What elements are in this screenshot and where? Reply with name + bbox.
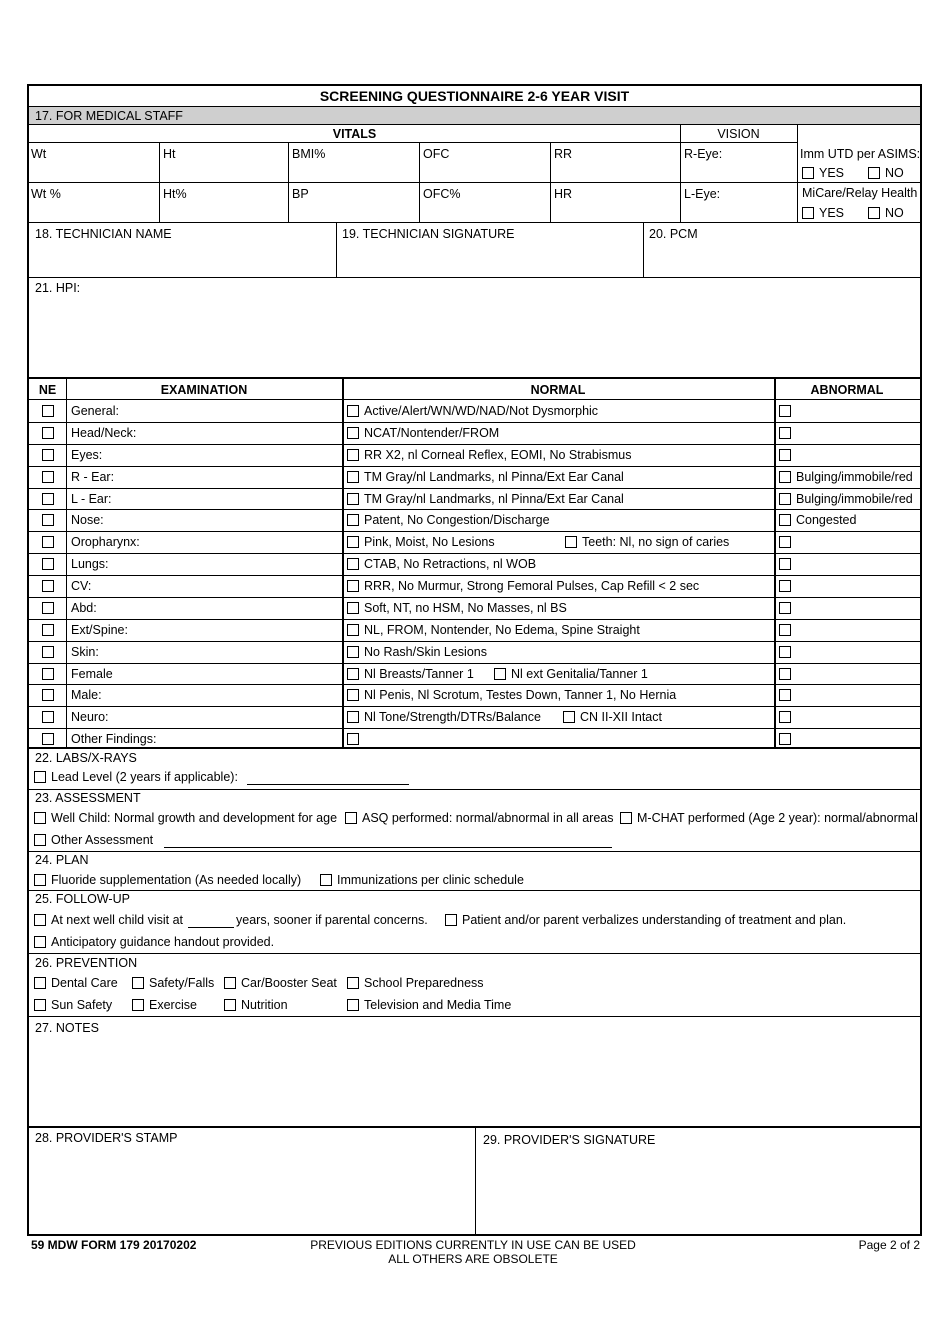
- divider: [475, 1126, 476, 1234]
- normal-finding-label: Active/Alert/WN/WD/NAD/Not Dysmorphic: [364, 404, 599, 418]
- assessment-label: 23. ASSESSMENT: [35, 791, 141, 805]
- handout-checkbox[interactable]: [34, 936, 46, 948]
- normal-secondary-label: Nl ext Genitalia/Tanner 1: [511, 666, 648, 681]
- ne-checkbox[interactable]: [42, 493, 54, 505]
- next-visit-years-field[interactable]: [188, 927, 234, 928]
- next-visit-label-b: years, sooner if parental concerns.: [236, 913, 428, 927]
- abnormal-checkbox[interactable]: [779, 449, 791, 461]
- lead-level-label: Lead Level (2 years if applicable):: [51, 770, 238, 784]
- row-divider: [29, 684, 920, 685]
- normal-finding-label: Nl Breasts/Tanner 1: [364, 666, 474, 681]
- ne-checkbox[interactable]: [42, 580, 54, 592]
- exam-item-label: Skin:: [71, 644, 99, 659]
- normal-finding-label: Soft, NT, no HSM, No Masses, nl BS: [364, 600, 567, 615]
- divider: [29, 953, 920, 954]
- normal-finding-label: Patent, No Congestion/Discharge: [364, 513, 550, 528]
- ht-pct-field-label: Ht%: [163, 187, 187, 201]
- normal-finding-label: TM Gray/nl Landmarks, nl Pinna/Ext Ear Canal: [364, 469, 624, 484]
- technician-signature-label: 19. TECHNICIAN SIGNATURE: [342, 227, 515, 241]
- abnormal-checkbox[interactable]: [779, 602, 791, 614]
- immunizations-checkbox[interactable]: [320, 874, 332, 886]
- row-divider: [29, 553, 920, 554]
- plan-label: 24. PLAN: [35, 853, 89, 867]
- abnormal-finding-label: Congested: [796, 513, 857, 528]
- normal-checkbox[interactable]: [347, 668, 359, 680]
- exam-item-label: Neuro:: [71, 710, 109, 725]
- abnormal-checkbox[interactable]: [779, 471, 791, 483]
- abnormal-checkbox[interactable]: [779, 514, 791, 526]
- page-number: Page 2 of 2: [858, 1238, 920, 1252]
- hr-field-label: HR: [554, 187, 573, 201]
- normal-checkbox[interactable]: [347, 689, 359, 701]
- immunizations-label: Immunizations per clinic schedule: [337, 873, 524, 887]
- handout-label: Anticipatory guidance handout provided.: [51, 935, 275, 949]
- divider: [29, 890, 920, 891]
- divider: [29, 851, 920, 852]
- r-eye-field-label: R-Eye:: [684, 147, 723, 161]
- school-preparedness-label: School Preparedness: [364, 976, 484, 990]
- form-title: SCREENING QUESTIONNAIRE 2-6 YEAR VISIT: [319, 88, 630, 104]
- television-media-checkbox[interactable]: [347, 999, 359, 1011]
- exam-item-label: R - Ear:: [71, 469, 115, 484]
- ne-checkbox[interactable]: [42, 471, 54, 483]
- abnormal-checkbox[interactable]: [779, 493, 791, 505]
- micare-no-checkbox[interactable]: [868, 207, 880, 219]
- provider-stamp-label: 28. PROVIDER'S STAMP: [35, 1131, 178, 1145]
- labs-xrays-label: 22. LABS/X-RAYS: [35, 751, 137, 765]
- row-divider: [29, 597, 920, 598]
- section-17-label: 17. FOR MEDICAL STAFF: [35, 109, 183, 123]
- ne-checkbox[interactable]: [42, 646, 54, 658]
- ofc-field-label: OFC: [423, 147, 450, 161]
- prevention-label: 26. PREVENTION: [35, 956, 138, 970]
- well-child-label: Well Child: Normal growth and development for age: [51, 811, 338, 825]
- safety-falls-checkbox[interactable]: [132, 977, 144, 989]
- mchat-label: M-CHAT performed (Age 2 year): normal/abnormal: [637, 811, 918, 825]
- well-child-checkbox[interactable]: [34, 812, 46, 824]
- row-divider: [29, 466, 920, 467]
- normal-finding-label: RR X2, nl Corneal Reflex, EOMI, No Strabismus: [364, 447, 632, 462]
- imm-yes-checkbox[interactable]: [802, 167, 814, 179]
- exam-item-label: Head/Neck:: [71, 425, 137, 440]
- other-assessment-checkbox[interactable]: [34, 834, 46, 846]
- exam-item-label: Eyes:: [71, 447, 103, 462]
- provider-signature-label: 29. PROVIDER'S SIGNATURE: [483, 1133, 656, 1147]
- row-divider: [29, 422, 920, 423]
- divider: [774, 379, 776, 749]
- divider: [29, 399, 920, 400]
- imm-yes-label: YES: [819, 166, 845, 180]
- ne-checkbox[interactable]: [42, 405, 54, 417]
- asq-label: ASQ performed: normal/abnormal in all areas: [362, 811, 614, 825]
- normal-secondary-label: Teeth: Nl, no sign of caries: [582, 535, 730, 550]
- row-divider: [29, 728, 920, 729]
- normal-secondary-checkbox[interactable]: [565, 536, 577, 548]
- abnormal-checkbox[interactable]: [779, 711, 791, 723]
- wt-pct-field-label: Wt %: [31, 187, 61, 201]
- abnormal-finding-label: Bulging/immobile/red: [796, 491, 913, 506]
- verbalizes-checkbox[interactable]: [445, 914, 457, 926]
- normal-checkbox[interactable]: [347, 514, 359, 526]
- normal-checkbox[interactable]: [347, 624, 359, 636]
- divider: [29, 222, 920, 223]
- normal-finding-label: Pink, Moist, No Lesions: [364, 535, 495, 550]
- notes-label: 27. NOTES: [35, 1021, 99, 1035]
- vision-header: VISION: [717, 127, 760, 141]
- ne-checkbox[interactable]: [42, 733, 54, 745]
- row-divider: [29, 619, 920, 620]
- abnormal-checkbox[interactable]: [779, 558, 791, 570]
- ne-checkbox[interactable]: [42, 624, 54, 636]
- divider: [29, 1016, 920, 1017]
- normal-checkbox[interactable]: [347, 580, 359, 592]
- editions-note-line1: PREVIOUS EDITIONS CURRENTLY IN USE CAN BE USED: [310, 1238, 636, 1252]
- row-divider: [29, 575, 920, 576]
- bmi-field-label: BMI%: [292, 147, 326, 161]
- exam-item-label: Abd:: [71, 600, 97, 615]
- fluoride-label: Fluoride supplementation (As needed locally): [51, 873, 302, 887]
- row-divider: [29, 663, 920, 664]
- normal-finding-label: CTAB, No Retractions, nl WOB: [364, 557, 537, 572]
- micare-yes-checkbox[interactable]: [802, 207, 814, 219]
- row-divider: [29, 444, 920, 445]
- normal-checkbox[interactable]: [347, 405, 359, 417]
- micare-label: MiCare/Relay Health: [802, 186, 918, 200]
- imm-no-label: NO: [885, 166, 904, 180]
- nutrition-label: Nutrition: [241, 998, 288, 1012]
- exam-item-label: Nose:: [71, 513, 104, 528]
- exam-item-label: Female: [71, 666, 113, 681]
- divider: [29, 277, 920, 278]
- pcm-label: 20. PCM: [649, 227, 698, 241]
- ne-checkbox[interactable]: [42, 558, 54, 570]
- vitals-header: VITALS: [332, 127, 377, 141]
- divider: [797, 124, 798, 222]
- exam-item-label: Lungs:: [71, 557, 109, 572]
- normal-checkbox[interactable]: [347, 493, 359, 505]
- exam-item-label: Other Findings:: [71, 732, 157, 747]
- ne-checkbox[interactable]: [42, 514, 54, 526]
- divider: [29, 124, 920, 125]
- examination-header: EXAMINATION: [160, 383, 248, 397]
- safety-falls-label: Safety/Falls: [149, 976, 215, 990]
- normal-checkbox[interactable]: [347, 471, 359, 483]
- row-divider: [29, 488, 920, 489]
- normal-checkbox[interactable]: [347, 558, 359, 570]
- other-assessment-field[interactable]: [164, 847, 612, 848]
- normal-finding-label: No Rash/Skin Lesions: [364, 644, 487, 659]
- normal-finding-label: NL, FROM, Nontender, No Edema, Spine Straight: [364, 622, 640, 637]
- follow-up-label: 25. FOLLOW-UP: [35, 892, 130, 906]
- normal-secondary-label: CN II-XII Intact: [580, 710, 662, 725]
- ne-header: NE: [38, 383, 57, 397]
- dental-care-checkbox[interactable]: [34, 977, 46, 989]
- abnormal-checkbox[interactable]: [779, 668, 791, 680]
- ne-checkbox[interactable]: [42, 689, 54, 701]
- dental-care-label: Dental Care: [51, 976, 118, 990]
- row-divider: [29, 509, 920, 510]
- exercise-label: Exercise: [149, 998, 197, 1012]
- divider: [66, 379, 67, 749]
- abnormal-checkbox[interactable]: [779, 624, 791, 636]
- lead-level-checkbox[interactable]: [34, 771, 46, 783]
- exercise-checkbox[interactable]: [132, 999, 144, 1011]
- hpi-label: 21. HPI:: [35, 281, 81, 295]
- row-divider: [29, 531, 920, 532]
- exam-item-label: General:: [71, 404, 119, 418]
- fluoride-checkbox[interactable]: [34, 874, 46, 886]
- car-booster-label: Car/Booster Seat: [241, 976, 337, 990]
- school-preparedness-checkbox[interactable]: [347, 977, 359, 989]
- abnormal-checkbox[interactable]: [779, 427, 791, 439]
- abnormal-checkbox[interactable]: [779, 689, 791, 701]
- imm-utd-label: Imm UTD per ASIMS:: [800, 147, 921, 161]
- exam-item-label: CV:: [71, 579, 92, 593]
- normal-finding-label: NCAT/Nontender/FROM: [364, 425, 500, 440]
- imm-no-checkbox[interactable]: [868, 167, 880, 179]
- wt-field-label: Wt: [31, 147, 47, 161]
- ne-checkbox[interactable]: [42, 449, 54, 461]
- next-visit-label: At next well child visit at: [51, 913, 183, 927]
- row-divider: [29, 641, 920, 642]
- exam-item-label: Male:: [71, 688, 102, 703]
- normal-finding-label: Nl Tone/Strength/DTRs/Balance: [364, 710, 541, 725]
- divider: [29, 747, 920, 749]
- abnormal-finding-label: Bulging/immobile/red: [796, 469, 913, 484]
- normal-checkbox[interactable]: [347, 427, 359, 439]
- normal-finding-label: RRR, No Murmur, Strong Femoral Pulses, Cap Refill < 2 sec: [364, 579, 700, 593]
- ht-field-label: Ht: [163, 147, 176, 161]
- exam-item-label: L - Ear:: [71, 491, 112, 506]
- ne-checkbox[interactable]: [42, 427, 54, 439]
- abnormal-checkbox[interactable]: [779, 536, 791, 548]
- ne-checkbox[interactable]: [42, 536, 54, 548]
- normal-secondary-checkbox[interactable]: [494, 668, 506, 680]
- technician-name-label: 18. TECHNICIAN NAME: [35, 227, 172, 241]
- normal-finding-label: Nl Penis, Nl Scrotum, Testes Down, Tanner 1, No Hernia: [364, 688, 677, 703]
- divider: [29, 182, 920, 183]
- exam-table: [29, 379, 920, 749]
- mchat-checkbox[interactable]: [620, 812, 632, 824]
- divider: [643, 222, 644, 277]
- bp-field-label: BP: [292, 187, 309, 201]
- sun-safety-label: Sun Safety: [51, 998, 113, 1012]
- asq-checkbox[interactable]: [345, 812, 357, 824]
- micare-yes-label: YES: [819, 206, 845, 220]
- nutrition-checkbox[interactable]: [224, 999, 236, 1011]
- screening-form: [27, 84, 922, 1236]
- rr-field-label: RR: [554, 147, 573, 161]
- normal-checkbox[interactable]: [347, 449, 359, 461]
- l-eye-field-label: L-Eye:: [684, 187, 721, 201]
- editions-note-line2: ALL OTHERS ARE OBSOLETE: [388, 1252, 558, 1266]
- normal-checkbox[interactable]: [347, 536, 359, 548]
- form-id: 59 MDW FORM 179 20170202: [31, 1238, 197, 1252]
- television-media-label: Television and Media Time: [364, 998, 512, 1012]
- abnormal-checkbox[interactable]: [779, 733, 791, 745]
- normal-header: NORMAL: [530, 383, 586, 397]
- next-visit-checkbox[interactable]: [34, 914, 46, 926]
- normal-checkbox[interactable]: [347, 646, 359, 658]
- divider: [680, 124, 681, 222]
- normal-checkbox[interactable]: [347, 733, 359, 745]
- abnormal-checkbox[interactable]: [779, 405, 791, 417]
- other-assessment-label: Other Assessment: [51, 833, 154, 847]
- verbalizes-label: Patient and/or parent verbalizes understanding of treatment and plan.: [462, 913, 847, 927]
- exam-item-label: Ext/Spine:: [71, 622, 128, 637]
- row-divider: [29, 706, 920, 707]
- car-booster-checkbox[interactable]: [224, 977, 236, 989]
- sun-safety-checkbox[interactable]: [34, 999, 46, 1011]
- abnormal-header: ABNORMAL: [810, 383, 884, 397]
- ne-checkbox[interactable]: [42, 602, 54, 614]
- normal-checkbox[interactable]: [347, 711, 359, 723]
- micare-no-label: NO: [885, 206, 904, 220]
- divider: [29, 789, 920, 790]
- normal-secondary-checkbox[interactable]: [563, 711, 575, 723]
- normal-checkbox[interactable]: [347, 602, 359, 614]
- normal-finding-label: TM Gray/nl Landmarks, nl Pinna/Ext Ear Canal: [364, 491, 624, 506]
- ne-checkbox[interactable]: [42, 668, 54, 680]
- divider: [342, 379, 344, 749]
- abnormal-checkbox[interactable]: [779, 646, 791, 658]
- divider: [336, 222, 337, 277]
- lead-level-field[interactable]: [247, 784, 409, 785]
- exam-item-label: Oropharynx:: [71, 535, 140, 550]
- ne-checkbox[interactable]: [42, 711, 54, 723]
- divider: [29, 142, 797, 143]
- abnormal-checkbox[interactable]: [779, 580, 791, 592]
- ofc-pct-field-label: OFC%: [423, 187, 461, 201]
